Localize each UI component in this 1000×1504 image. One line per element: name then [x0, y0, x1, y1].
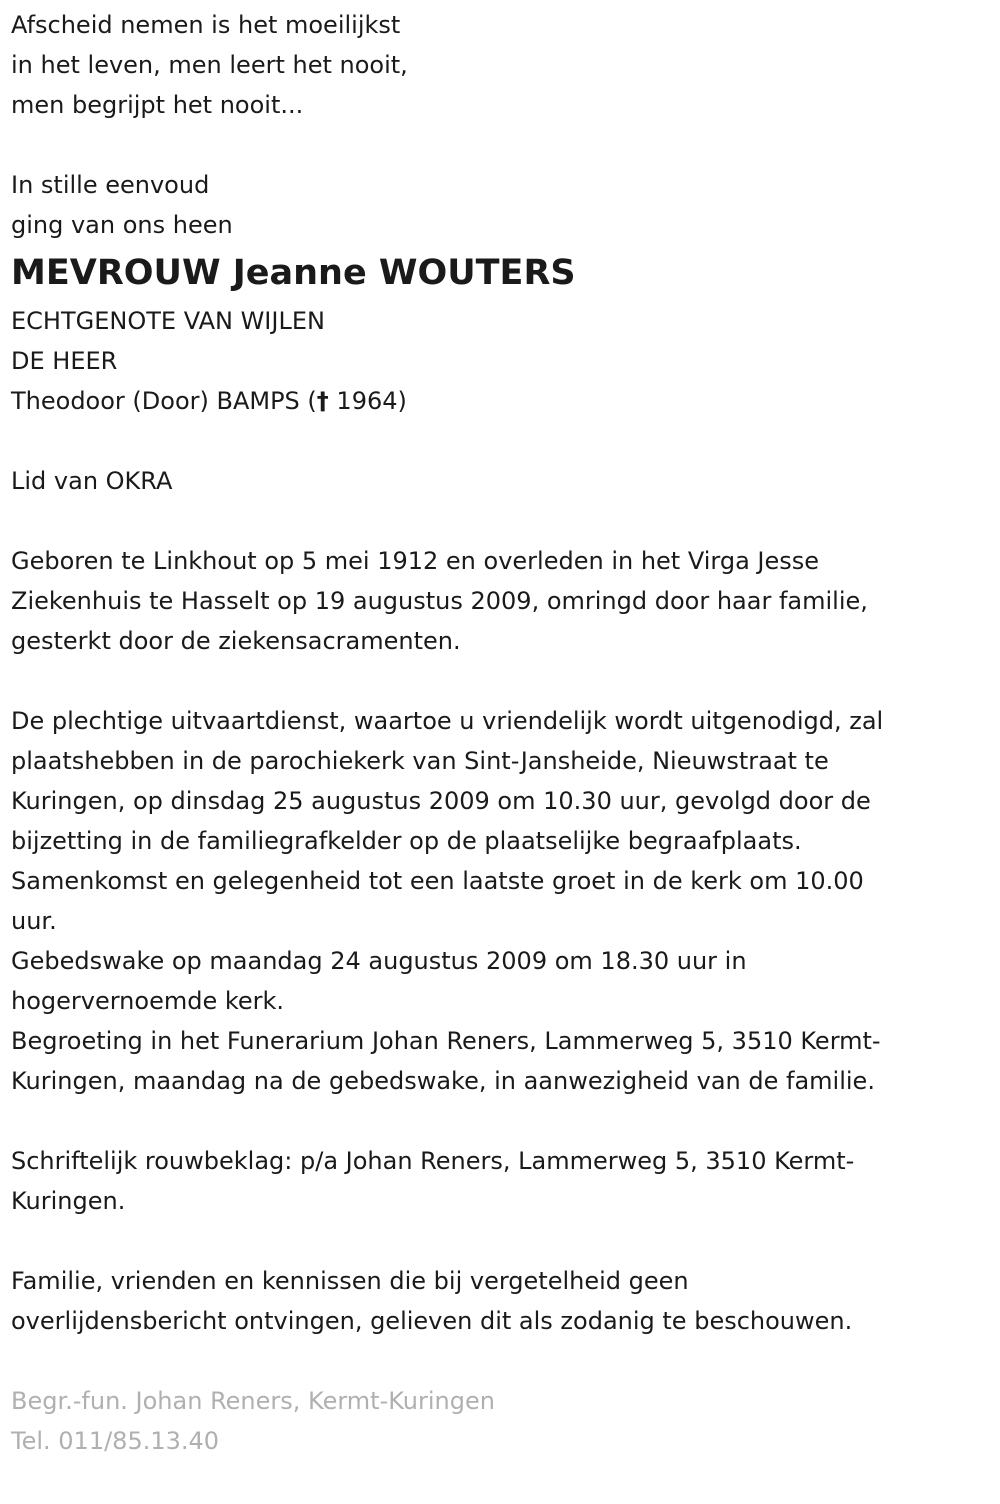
- paragraph-line: Schriftelijk rouwbeklag: p/a Johan Reners, Lammerweg 5, 3510 Kermt-: [11, 1147, 855, 1175]
- paragraph-line: Kuringen, op dinsdag 25 augustus 2009 om 10.30 uur, gevolgd door de: [11, 787, 871, 815]
- paragraph-line: Gebedswake op maandag 24 augustus 2009 om 18.30 uur in: [11, 947, 747, 975]
- notice-paragraph: [11, 1261, 991, 1341]
- paragraph-line: bijzetting in de familiegrafkelder op de plaatselijke begraafplaats.: [11, 827, 802, 855]
- spacer: [11, 421, 991, 461]
- paragraph-line: Kuringen, maandag na de gebedswake, in aanwezigheid van de familie.: [11, 1067, 875, 1095]
- spouse-line: ECHTGENOTE VAN WIJLEN: [11, 307, 325, 335]
- paragraph-line: overlijdensbericht ontvingen, gelieven dit als zodanig te beschouwen.: [11, 1307, 853, 1335]
- spacer: [11, 1221, 991, 1261]
- spacer: [11, 501, 991, 541]
- paragraph-line: Kuringen.: [11, 1187, 126, 1215]
- paragraph-line: gesterkt door de ziekensacramenten.: [11, 627, 461, 655]
- spouse-name: Theodoor (Door) BAMPS (: [11, 387, 317, 415]
- undertaker-footer: [11, 1381, 991, 1461]
- intro: [11, 165, 991, 245]
- undertaker-phone: Tel. 011/85.13.40: [11, 1427, 220, 1455]
- spouse-line: DE HEER: [11, 347, 118, 375]
- poem-line: Afscheid nemen is het moeilijkst: [11, 11, 401, 39]
- undertaker-name: Begr.-fun. Johan Reners, Kermt-Kuringen: [11, 1387, 495, 1415]
- poem-line: men begrijpt het nooit...: [11, 91, 304, 119]
- spacer: [11, 125, 991, 165]
- intro-line: In stille eenvoud: [11, 171, 210, 199]
- poem: [11, 5, 991, 125]
- paragraph-line: Geboren te Linkhout op 5 mei 1912 en overleden in het Virga Jesse: [11, 547, 820, 575]
- cross-icon: †: [316, 387, 329, 415]
- deceased-name: MEVROUW Jeanne WOUTERS: [11, 253, 576, 293]
- paragraph-line: plaatshebben in de parochiekerk van Sint-Jansheide, Nieuwstraat te: [11, 747, 829, 775]
- spacer: [11, 1341, 991, 1381]
- poem-line: in het leven, men leert het nooit,: [11, 51, 408, 79]
- paragraph-line: uur.: [11, 907, 57, 935]
- paragraph-line: De plechtige uitvaartdienst, waartoe u vriendelijk wordt uitgenodigd, zal: [11, 707, 884, 735]
- spacer: [11, 1101, 991, 1141]
- paragraph-line: Begroeting in het Funerarium Johan Reners, Lammerweg 5, 3510 Kermt-: [11, 1027, 881, 1055]
- spouse-info: [11, 301, 991, 421]
- paragraph-line: Samenkomst en gelegenheid tot een laatste groet in de kerk om 10.00: [11, 867, 864, 895]
- paragraph-line: Familie, vrienden en kennissen die bij vergetelheid geen: [11, 1267, 689, 1295]
- obituary-document: [11, 5, 991, 1461]
- paragraph-line: Ziekenhuis te Hasselt op 19 augustus 2009, omringd door haar familie,: [11, 587, 868, 615]
- funeral-paragraph: [11, 701, 991, 1101]
- spacer: [11, 661, 991, 701]
- condolences-paragraph: [11, 1141, 991, 1221]
- paragraph-line: hogervernoemde kerk.: [11, 987, 285, 1015]
- spouse-death-year: 1964): [336, 387, 407, 415]
- spouse-name-line: [11, 381, 991, 421]
- intro-line: ging van ons heen: [11, 211, 233, 239]
- membership: Lid van OKRA: [11, 467, 173, 495]
- birth-death-paragraph: [11, 541, 991, 661]
